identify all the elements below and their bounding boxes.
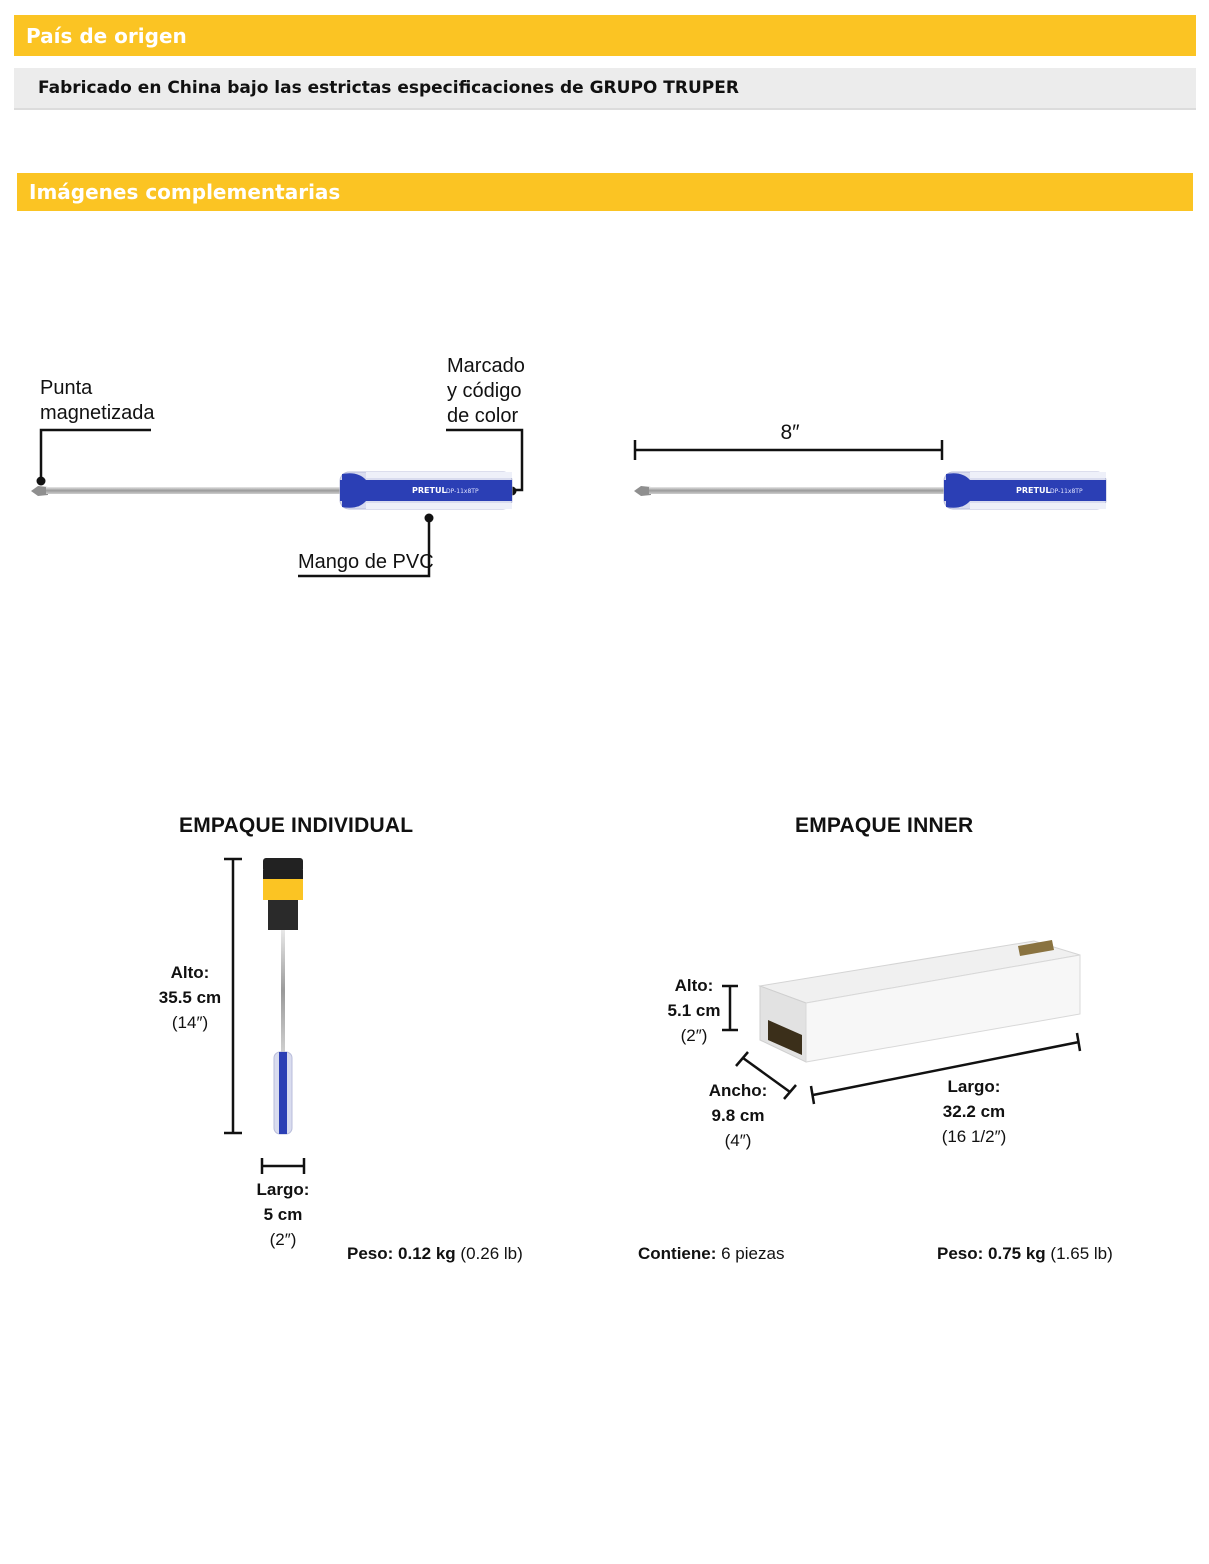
inner-weight [937,1244,1113,1264]
alto-in: (14″) [171,1013,209,1032]
callout-tip-line2: magnetizada [40,402,155,424]
peso-lb: (0.26 lb) [460,1244,523,1263]
peso-label: Peso: [347,1244,394,1263]
individual-length-label [243,1177,323,1252]
callout-mark-line2: y código [447,380,522,402]
callout-tip-line1: Punta [40,377,93,399]
inner-contents [638,1244,784,1264]
peso-kg: 0.12 kg [398,1244,456,1263]
largo-cm: 5 cm [263,1205,303,1224]
peso-lb: (1.65 lb) [1050,1244,1113,1263]
largo-in: (16 1/2″) [941,1127,1007,1146]
brand-text-right: PRETUL [1016,486,1051,495]
section-title: Imágenes complementarias [29,180,341,204]
inner-length-label [929,1074,1019,1149]
length-label: 8″ [780,421,800,444]
contiene-value: 6 piezas [721,1244,785,1263]
peso-label: Peso: [937,1244,984,1263]
callout-handle: Mango de PVC [298,551,434,573]
model-text-right: DP-11x8TP [1050,488,1083,495]
peso-kg: 0.75 kg [988,1244,1046,1263]
inner-box-image [760,940,1080,1062]
section-title: País de origen [26,23,187,48]
inner-height-label [654,973,734,1048]
largo-label: Largo: [256,1180,310,1199]
largo-label: Largo: [947,1077,1001,1096]
alto-cm: 5.1 cm [667,1001,721,1020]
alto-cm: 35.5 cm [158,988,222,1007]
individual-title: EMPAQUE INDIVIDUAL [179,814,414,837]
model-text-left: DP-11x8TP [446,488,479,495]
inner-title: EMPAQUE INNER [795,814,974,837]
alto-label: Alto: [170,963,210,982]
brand-text-left: PRETUL [412,486,447,495]
individual-length-dimension [262,1158,304,1174]
individual-weight [347,1244,523,1264]
alto-label: Alto: [674,976,714,995]
individual-height-label [150,960,230,1035]
callout-mark-line1: Marcado [447,355,525,377]
largo-in: (2″) [269,1230,297,1249]
ancho-label: Ancho: [708,1081,768,1100]
callout-mark-line3: de color [447,405,519,427]
ancho-cm: 9.8 cm [711,1106,765,1125]
inner-width-label [698,1078,778,1153]
contiene-label: Contiene: [638,1244,717,1263]
largo-cm: 32.2 cm [942,1102,1006,1121]
alto-in: (2″) [680,1026,708,1045]
origin-text: Fabricado en China bajo las estrictas especificaciones de GRUPO TRUPER [38,78,739,98]
ancho-in: (4″) [724,1131,752,1150]
individual-package-image [263,858,303,1134]
